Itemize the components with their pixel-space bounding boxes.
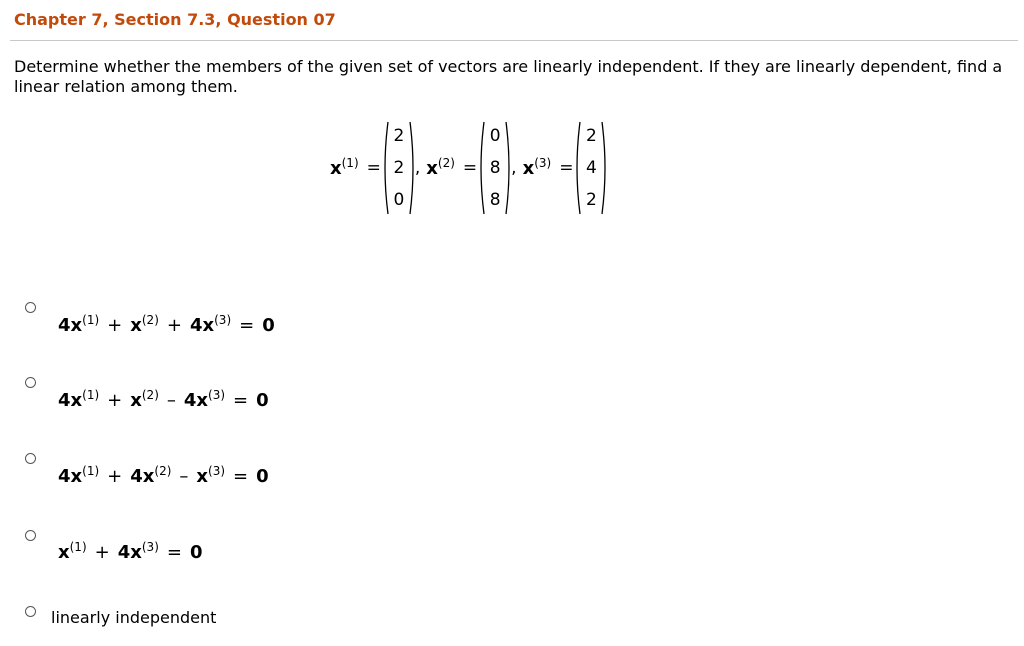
- option-2-radio[interactable]: [25, 377, 36, 388]
- operator: +: [94, 542, 110, 563]
- zero-vector: 0: [262, 315, 275, 336]
- vector-name: x: [426, 157, 438, 179]
- equals-sign: =: [366, 158, 381, 178]
- coefficient: 4: [58, 315, 71, 336]
- vector-variable: x: [202, 315, 215, 336]
- coefficient: 4: [189, 315, 203, 336]
- linear-term: [130, 390, 159, 411]
- vector-superscript: (2): [154, 464, 172, 478]
- vector-variable: x: [70, 466, 83, 487]
- option-3-radio[interactable]: [25, 453, 36, 464]
- right-paren: [601, 120, 609, 216]
- left-paren: [477, 120, 485, 216]
- comma: ,: [414, 158, 421, 178]
- question-text: Determine whether the members of the given set of vectors are linearly independent. If they are linearly dependent, find a linear relation among them.: [14, 57, 1003, 96]
- vector-superscript: (3): [214, 313, 232, 327]
- vector-entry: 0: [489, 126, 501, 146]
- vector-variable: x: [196, 466, 209, 487]
- vector-entry: 8: [489, 158, 501, 178]
- left-paren: [573, 120, 581, 216]
- vector-superscript: (3): [534, 155, 552, 170]
- vector-label: [522, 155, 552, 179]
- operator: +: [107, 466, 123, 487]
- linear-term: [130, 315, 159, 336]
- option-2-expression: [58, 390, 269, 411]
- vector-superscript: (3): [141, 540, 159, 554]
- coefficient: 4: [58, 390, 71, 411]
- equals-sign: =: [233, 466, 249, 487]
- comma: ,: [511, 158, 517, 178]
- equals-sign: =: [233, 390, 249, 411]
- linear-term: [58, 542, 87, 563]
- vector-superscript: (1): [82, 388, 100, 402]
- vector-name: x: [522, 157, 535, 179]
- linear-term: [184, 390, 225, 411]
- linear-term: [190, 315, 231, 336]
- vector-variable: x: [142, 466, 155, 487]
- vector-superscript: (3): [208, 464, 226, 478]
- right-paren: [505, 120, 513, 216]
- vector-entry: 4: [586, 158, 597, 178]
- zero-vector: 0: [189, 542, 203, 563]
- equals-sign: =: [239, 315, 255, 336]
- zero-vector: 0: [256, 390, 269, 411]
- vector-superscript: (1): [82, 313, 100, 327]
- linear-term: [58, 315, 99, 336]
- operator: –: [179, 466, 189, 487]
- operator: +: [166, 315, 182, 336]
- equals-sign: =: [462, 158, 478, 178]
- vector-variable: x: [130, 315, 142, 336]
- vector-entry: 8: [489, 190, 501, 210]
- vector-superscript: (1): [82, 464, 100, 478]
- option-4-radio[interactable]: [25, 530, 36, 541]
- vector-variable: x: [130, 542, 142, 563]
- coefficient: 4: [58, 466, 71, 487]
- right-paren: [409, 120, 417, 216]
- equals-sign: =: [559, 158, 574, 178]
- vector-entry: 2: [586, 190, 597, 210]
- left-paren: [381, 120, 389, 216]
- linear-term: [196, 466, 225, 487]
- column-vector: [579, 120, 603, 216]
- vector-label: [330, 155, 359, 179]
- operator: +: [107, 390, 123, 411]
- vector-name: x: [330, 157, 342, 179]
- vector-entry: 0: [393, 190, 405, 210]
- vector-superscript: (2): [141, 388, 159, 402]
- vector-superscript: (1): [341, 155, 359, 170]
- vector-superscript: (2): [141, 313, 159, 327]
- operator: +: [107, 315, 123, 336]
- vector-variable: x: [70, 315, 83, 336]
- linear-term: [130, 466, 171, 487]
- vector-variable: x: [130, 390, 142, 411]
- title-divider: [10, 40, 1018, 41]
- vector-variable: x: [196, 390, 209, 411]
- operator: –: [166, 390, 176, 411]
- vector-entry: 2: [393, 158, 405, 178]
- option-4-expression: [58, 542, 203, 563]
- vector-set: [330, 120, 603, 216]
- option-5-label: linearly independent: [51, 608, 217, 627]
- column-vector: [483, 120, 507, 216]
- coefficient: 4: [183, 390, 197, 411]
- coefficient: 4: [117, 542, 131, 563]
- vector-superscript: (2): [437, 155, 455, 170]
- vector-label: [426, 155, 455, 179]
- vector-variable: x: [70, 390, 83, 411]
- vector-superscript: (3): [208, 388, 226, 402]
- option-1-radio[interactable]: [25, 302, 36, 313]
- vector-superscript: (1): [69, 540, 87, 554]
- equals-sign: =: [166, 542, 182, 563]
- linear-term: [118, 542, 159, 563]
- question-title: Chapter 7, Section 7.3, Question 07: [14, 10, 336, 29]
- option-5-radio[interactable]: [25, 606, 36, 617]
- vector-entry: 2: [586, 126, 597, 146]
- vector-variable: x: [58, 542, 70, 563]
- option-1-expression: [58, 315, 275, 336]
- zero-vector: 0: [256, 466, 269, 487]
- linear-term: [58, 390, 99, 411]
- coefficient: 4: [130, 466, 143, 487]
- vector-entry: 2: [393, 126, 405, 146]
- option-3-expression: [58, 466, 269, 487]
- linear-term: [58, 466, 99, 487]
- column-vector: [387, 120, 411, 216]
